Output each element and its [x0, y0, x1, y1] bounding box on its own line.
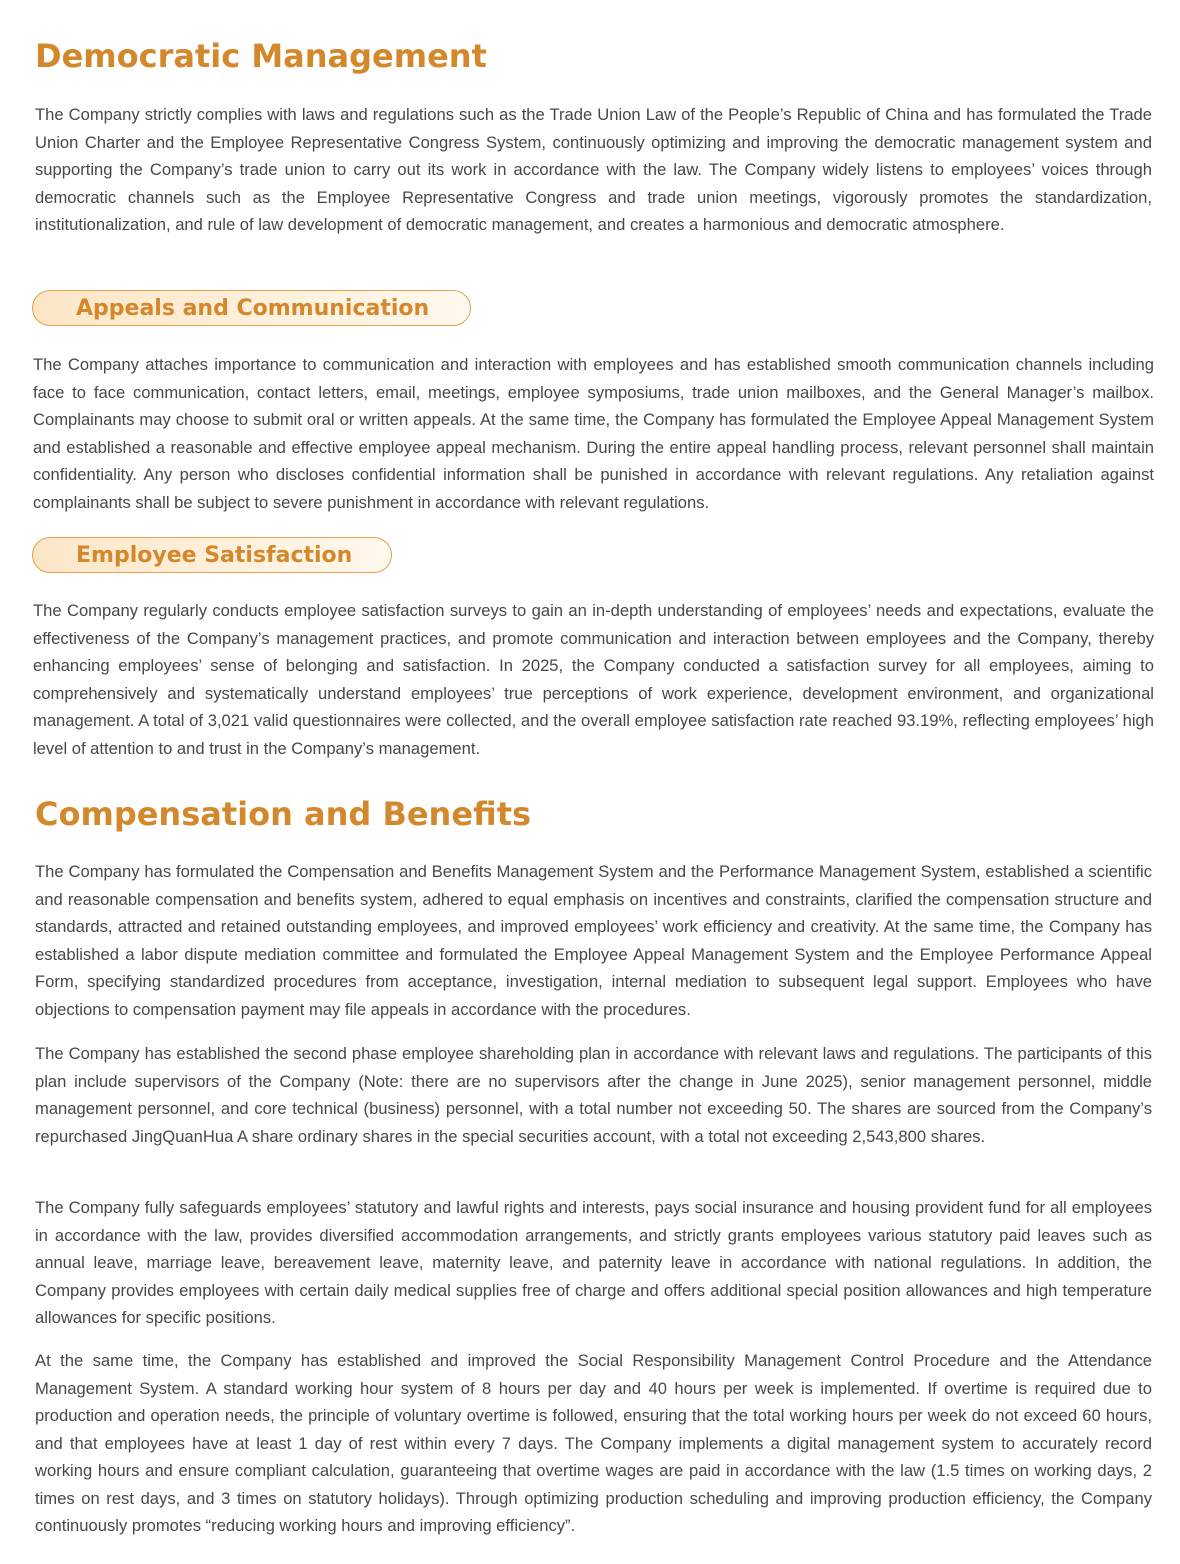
- paragraph-compensation-2: The Company has established the second phase employee shareholding plan in accordance with relevant laws and regulations. The participants of this plan include supervisors of the Company (Note: there are no supervisors after the change in June 2025), senior management personnel, middle management personnel, and core technical (business) personnel, with a total number not exceeding 50. The shares are sourced from the Company’s repurchased JingQuanHua A share ordinary shares in the special securities account, with a total not exceeding 2,543,800 shares.: [35, 1044, 1152, 1146]
- subheading-appeals-and-communication: Appeals and Communication: [76, 296, 430, 321]
- paragraph-appeals-and-communication: The Company attaches importance to communication and interaction with employees and has established smooth communication channels including face to face communication, contact letters, email, meetings, employee symposiums, trade union mailboxes, and the General Manager’s mailbox. Complainants may choose to submit oral or written appeals. At the same time, the Company has formulated the Employee Appeal Management System and established a reasonable and effective employee appeal mechanism. During the entire appeal handling process, relevant personnel shall maintain confidentiality. Any person who discloses confidential information shall be punished in accordance with relevant regulations. Any retaliation against complainants shall be subject to severe punishment in accordance with relevant regulations.: [33, 355, 1154, 512]
- heading-compensation-and-benefits: Compensation and Benefits: [35, 795, 532, 833]
- paragraph-compensation-1: The Company has formulated the Compensation and Benefits Management System and the Performance Management System, established a scientific and reasonable compensation and benefits system, adhered to equal emphasis on incentives and constraints, clarified the compensation structure and standards, attracted and retained outstanding employees, and improved employees’ work efficiency and creativity. At the same time, the Company has established a labor dispute mediation committee and formulated the Employee Appeal Management System and the Employee Performance Appeal Form, specifying standardized procedures from acceptance, investigation, internal mediation to subsequent legal support. Employees who have objections to compensation payment may file appeals in accordance with the procedures.: [35, 862, 1152, 1019]
- paragraph-employee-satisfaction: The Company regularly conducts employee satisfaction surveys to gain an in-depth understanding of employees’ needs and expectations, evaluate the effectiveness of the Company’s management practices, and promote communication and interaction between employees and the Company, thereby enhancing employees’ sense of belonging and satisfaction. In 2025, the Company conducted a satisfaction survey for all employees, aiming to comprehensively and systematically understand employees’ true perceptions of work experience, development environment, and organizational management. A total of 3,021 valid questionnaires were collected, and the overall employee satisfaction rate reached 93.19%, reflecting employees’ high level of attention to and trust in the Company’s management.: [33, 601, 1154, 758]
- heading-democratic-management: Democratic Management: [35, 37, 487, 75]
- subheading-pill-satisfaction: [32, 537, 392, 573]
- paragraph-compensation-4: At the same time, the Company has established and improved the Social Responsibility Management Control Procedure and the Attendance Management System. A standard working hour system of 8 hours per day and 40 hours per week is implemented. If overtime is required due to production and operation needs, the principle of voluntary overtime is followed, ensuring that the total working hours per week do not exceed 60 hours, and that employees have at least 1 day of rest within every 7 days. The Company implements a digital management system to accurately record working hours and ensure compliant calculation, guaranteeing that overtime wages are paid in accordance with the law (1.5 times on working days, 2 times on rest days, and 3 times on statutory holidays). Through optimizing production scheduling and improving production efficiency, the Company continuously promotes “reducing working hours and improving efficiency”.: [35, 1351, 1152, 1535]
- subheading-employee-satisfaction: Employee Satisfaction: [76, 543, 353, 568]
- paragraph-democratic-management: The Company strictly complies with laws and regulations such as the Trade Union Law of the People’s Republic of China and has formulated the Trade Union Charter and the Employee Representative Congress System, continuously optimizing and improving the democratic management system and supporting the Company’s trade union to carry out its work in accordance with the law. The Company widely listens to employees’ voices through democratic channels such as the Employee Representative Congress and trade union meetings, vigorously promotes the standardization, institutionalization, and rule of law development of democratic management, and creates a harmonious and democratic atmosphere.: [35, 105, 1152, 234]
- paragraph-compensation-3: The Company fully safeguards employees’ statutory and lawful rights and interests, pays social insurance and housing provident fund for all employees in accordance with the law, provides diversified accommodation arrangements, and strictly grants employees various statutory paid leaves such as annual leave, marriage leave, bereavement leave, maternity leave, and paternity leave in accordance with national regulations. In addition, the Company provides employees with certain daily medical supplies free of charge and offers additional special position allowances and high temperature allowances for specific positions.: [35, 1198, 1152, 1327]
- subheading-pill-appeals: [32, 290, 471, 326]
